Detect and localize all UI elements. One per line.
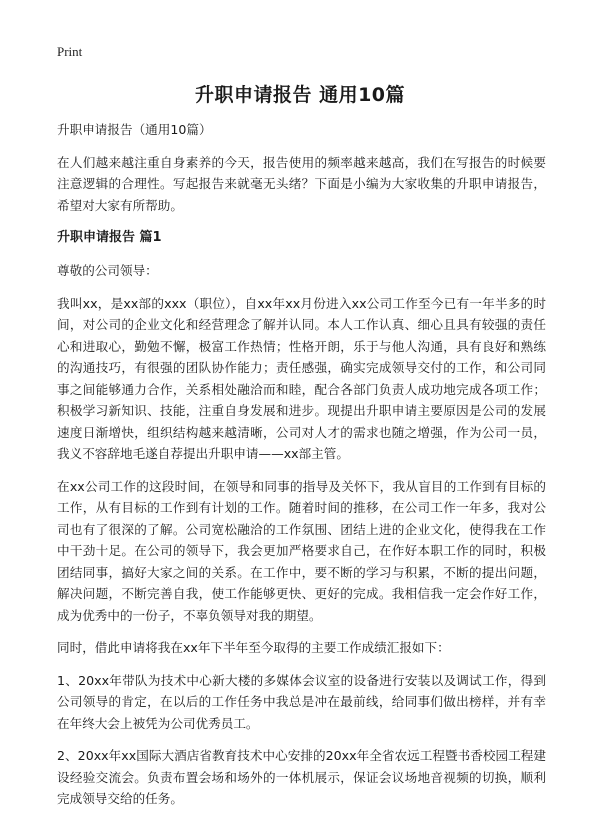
document-title: 升职申请报告 通用10篇 [194,84,406,106]
body-paragraph-3: 同时，借此申请将我在xx年下半年至今取得的主要工作成绩汇报如下： [57,640,450,655]
body-paragraph-2: 在xx公司工作的这段时间，在领导和同事的指导及关怀下，我从盲目的工作到有目标的工作，从有目标的工作到有计划的工作。随着时间的推移，在公司工作一年多，我对公司也有了很深的了解。公司宽松融洽的工作氛围、团结上进的企业文化，使得我在工作中干劲十足。在公司的领导下，我会更加严格要求自己，在作好本职工作的同时，积极团结同事，搞好大家之间的关系。在工作中，要不断的学习与积累，不断的提出问题，解决问题，不断完善自我，使工作能够更快、更好的完成。我相信我一定会作好工作，成为优秀中的一份子，不辜负领导对我的期望。 [57,478,546,623]
intro-paragraph: 在人们越来越注重自身素养的今天，报告使用的频率越来越高，我们在写报告的时候要注意逻辑的合理性。写起报告来就毫无头绪？下面是小编为大家收集的升职申请报告，希望对大家有所帮助。 [57,154,546,213]
print-link[interactable]: Print [57,44,83,59]
body-paragraph-1: 我叫xx，是xx部的xxx（职位），自xx年xx月份进入xx公司工作至今已有一年半多的时间，对公司的企业文化和经营理念了解并认同。本人工作认真、细心且具有较强的责任心和进取心，勤勉不懈，极富工作热情；性格开朗，乐于与他人沟通，具有良好和熟练的沟通技巧，有很强的团队协作能力；责任感强，确实完成领导交付的工作，和公司同事之间能够通力合作，关系相处融洽而和睦，配合各部门负责人成功地完成各项工作；积极学习新知识、技能，注重自身发展和进步。现提出升职申请主要原因是公司的发展速度日渐增快，组织结构越来越清晰，公司对人才的需求也随之增强，作为公司一员，我义不容辞地毛遂自荐提出升职申请——xx部主管。 [57,295,546,461]
salutation: 尊敬的公司领导： [57,263,158,278]
document-subtitle: 升职申请报告（通用10篇） [57,122,212,137]
document-body [57,119,546,821]
section-heading: 升职申请报告 篇1 [57,230,162,245]
body-paragraph-4: 1、20xx年带队为技术中心新大楼的多媒体会议室的设备进行安装以及调试工作，得到公司领导的肯定，在以后的工作任务中我总是冲在最前线，给同事们做出榜样，并有幸在年终大会上被凭为公司优秀员工。 [57,672,546,731]
body-paragraph-5: 2、20xx年xx国际大酒店省教育技术中心安排的20xx年全省农远工程暨书香校园工程建设经验交流会。负责布置会场和场外的一体机展示，保证会议场地音视频的切换，顺利完成领导交给的任务。 [57,748,546,806]
